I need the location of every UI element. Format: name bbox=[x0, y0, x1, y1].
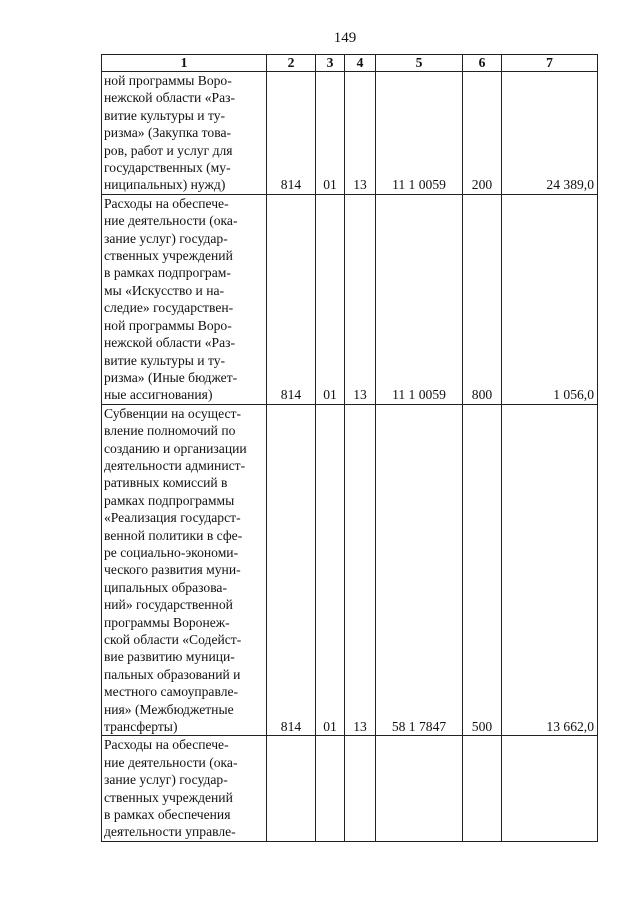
description-line: ров, работ и услуг для bbox=[104, 142, 233, 158]
description-line: ния» (Межбюджетные bbox=[104, 701, 234, 717]
description-line: местного самоуправле- bbox=[104, 684, 239, 700]
subsection-code bbox=[345, 736, 376, 841]
section-code bbox=[316, 736, 345, 841]
budget-table bbox=[101, 54, 598, 842]
section-code: 01 bbox=[316, 194, 345, 404]
description-line: ний» государственной bbox=[104, 597, 233, 613]
description-line: рамках подпрограммы bbox=[104, 492, 235, 508]
description-line: ной программы Воро- bbox=[104, 317, 232, 333]
description-line: ние деятельности (ока- bbox=[104, 754, 238, 770]
description-line: «Реализация государст- bbox=[104, 510, 241, 526]
description-line: деятельности управле- bbox=[104, 824, 236, 840]
description-line: трансферты) bbox=[104, 719, 178, 735]
ministry-code bbox=[267, 736, 316, 841]
ministry-code: 814 bbox=[267, 404, 316, 736]
target-article-code: 11 1 0059 bbox=[376, 72, 463, 195]
column-header-5: 5 bbox=[376, 55, 463, 72]
amount-value bbox=[502, 736, 598, 841]
description-line: венной политики в сфе- bbox=[104, 527, 243, 543]
description-line: пальных образований и bbox=[104, 666, 241, 682]
ministry-code: 814 bbox=[267, 194, 316, 404]
description-line: созданию и организации bbox=[104, 440, 247, 456]
description-line: мы «Искусство и на- bbox=[104, 282, 225, 298]
section-code: 01 bbox=[316, 404, 345, 736]
header-row bbox=[102, 55, 598, 72]
expense-type-code: 800 bbox=[463, 194, 502, 404]
description-line: Субвенции на осущест- bbox=[104, 405, 241, 421]
table-row bbox=[102, 194, 598, 404]
description-line: ные ассигнования) bbox=[104, 387, 213, 403]
table-row bbox=[102, 404, 598, 736]
amount-value: 13 662,0 bbox=[502, 404, 598, 736]
description-line: вление полномочий по bbox=[104, 423, 236, 439]
description-line: деятельности админист- bbox=[104, 457, 246, 473]
expense-type-code bbox=[463, 736, 502, 841]
description-line: вие развитию муници- bbox=[104, 649, 235, 665]
column-header-7: 7 bbox=[502, 55, 598, 72]
expense-type-code: 500 bbox=[463, 404, 502, 736]
section-code: 01 bbox=[316, 72, 345, 195]
description-line: ной программы Воро- bbox=[104, 73, 232, 88]
subsection-code: 13 bbox=[345, 194, 376, 404]
description-line: программы Воронеж- bbox=[104, 614, 230, 630]
description-line: ние деятельности (ока- bbox=[104, 213, 238, 229]
description-line: ре социально-экономи- bbox=[104, 544, 239, 560]
subsection-code: 13 bbox=[345, 72, 376, 195]
column-header-2: 2 bbox=[267, 55, 316, 72]
table-row bbox=[102, 736, 598, 841]
description-line: ческого развития муни- bbox=[104, 562, 241, 578]
table-row bbox=[102, 72, 598, 195]
row-description bbox=[102, 404, 267, 736]
row-description bbox=[102, 736, 267, 841]
description-line: в рамках обеспечения bbox=[104, 807, 231, 823]
description-line: ризма» (Иные бюджет- bbox=[104, 369, 238, 385]
description-line: ризма» (Закупка това- bbox=[104, 125, 232, 141]
description-line: государственных (му- bbox=[104, 160, 231, 176]
description-line: нежской области «Раз- bbox=[104, 335, 235, 351]
description-line: витие культуры и ту- bbox=[104, 352, 226, 368]
expense-type-code: 200 bbox=[463, 72, 502, 195]
subsection-code: 13 bbox=[345, 404, 376, 736]
ministry-code: 814 bbox=[267, 72, 316, 195]
table-body bbox=[102, 72, 598, 842]
page-number: 149 bbox=[333, 30, 357, 46]
description-line: ципальных образова- bbox=[104, 579, 227, 595]
target-article-code: 11 1 0059 bbox=[376, 194, 463, 404]
description-line: следие» государствен- bbox=[104, 300, 234, 316]
column-header-3: 3 bbox=[316, 55, 345, 72]
description-line: ниципальных) нужд) bbox=[104, 177, 226, 193]
column-header-4: 4 bbox=[345, 55, 376, 72]
target-article-code bbox=[376, 736, 463, 841]
description-line: зание услуг) государ- bbox=[104, 772, 228, 788]
description-line: в рамках подпрограм- bbox=[104, 265, 231, 281]
row-description bbox=[102, 72, 267, 195]
description-line: зание услуг) государ- bbox=[104, 230, 228, 246]
description-line: витие культуры и ту- bbox=[104, 107, 226, 123]
description-line: ской области «Содейст- bbox=[104, 632, 242, 647]
amount-value: 24 389,0 bbox=[502, 72, 598, 195]
amount-value: 1 056,0 bbox=[502, 194, 598, 404]
description-line: Расходы на обеспече- bbox=[104, 195, 229, 211]
column-header-6: 6 bbox=[463, 55, 502, 72]
description-line: нежской области «Раз- bbox=[104, 90, 235, 106]
column-header-1: 1 bbox=[102, 55, 267, 72]
description-line: Расходы на обеспече- bbox=[104, 737, 229, 753]
target-article-code: 58 1 7847 bbox=[376, 404, 463, 736]
row-description bbox=[102, 194, 267, 404]
description-line: ственных учреждений bbox=[104, 248, 233, 264]
description-line: ственных учреждений bbox=[104, 789, 233, 805]
description-line: ративных комиссий в bbox=[104, 475, 228, 491]
